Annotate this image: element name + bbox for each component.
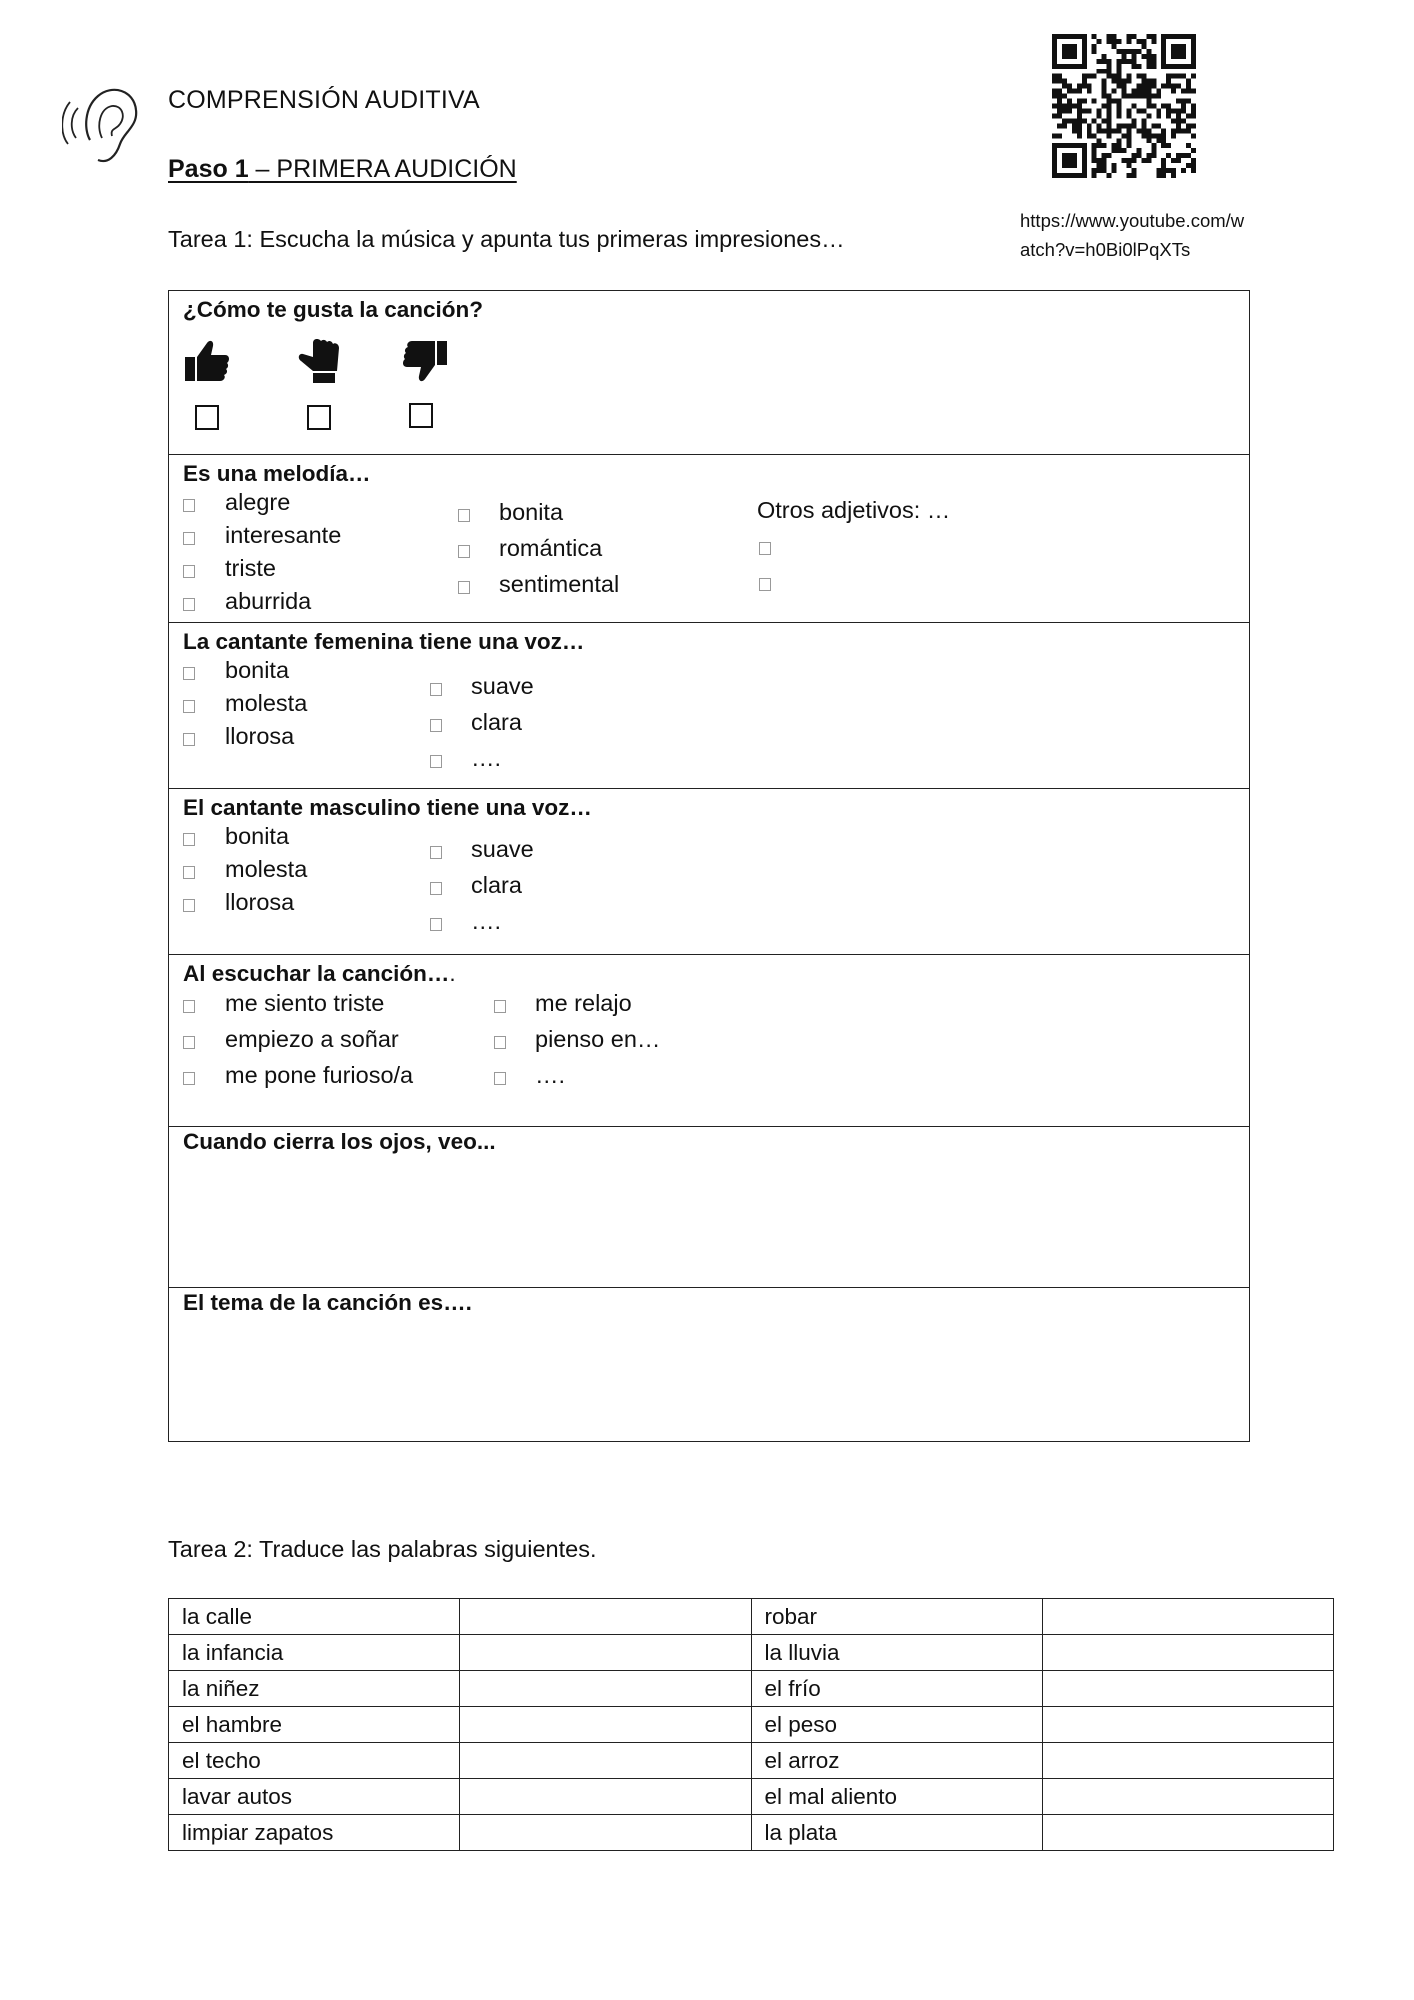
thumb-sideways-icon — [293, 337, 341, 385]
translation-cell[interactable] — [460, 1815, 751, 1851]
listening-option: …. — [535, 1062, 566, 1088]
female-voice-checkbox[interactable] — [430, 719, 442, 732]
word-cell: robar — [751, 1599, 1042, 1635]
task1-instruction: Tarea 1: Escucha la música y apunta tus primeras impresiones… — [168, 226, 845, 252]
vocabulary-table — [168, 1598, 1334, 1851]
step-label: Paso 1 — [168, 155, 249, 183]
male-voice-section — [169, 789, 1249, 955]
word-cell: la lluvia — [751, 1635, 1042, 1671]
page-title: COMPRENSIÓN AUDITIVA — [168, 86, 480, 114]
melody-checkbox[interactable] — [458, 509, 470, 522]
listening-option: me pone furioso/a — [225, 1062, 414, 1088]
melody-section — [169, 455, 1249, 623]
translation-cell[interactable] — [1042, 1779, 1333, 1815]
word-cell: el peso — [751, 1707, 1042, 1743]
melody-option: triste — [225, 555, 276, 581]
listening-checkbox[interactable] — [494, 1036, 506, 1049]
table-row — [169, 1815, 1334, 1851]
male-voice-checkbox[interactable] — [183, 833, 195, 846]
word-cell: el frío — [751, 1671, 1042, 1707]
female-voice-option: llorosa — [225, 723, 295, 749]
melody-checkbox[interactable] — [183, 565, 195, 578]
male-voice-option: clara — [471, 872, 522, 898]
female-voice-checkbox[interactable] — [430, 683, 442, 696]
translation-cell[interactable] — [460, 1599, 751, 1635]
thumbs-down-icon — [401, 337, 449, 385]
translation-cell[interactable] — [460, 1743, 751, 1779]
word-cell: limpiar zapatos — [169, 1815, 460, 1851]
task2-instruction: Tarea 2: Traduce las palabras siguientes. — [168, 1536, 597, 1562]
qr-code — [1052, 34, 1196, 178]
melody-option: interesante — [225, 522, 342, 548]
impressions-form — [168, 290, 1250, 1442]
melody-checkbox[interactable] — [183, 499, 195, 512]
melody-option: romántica — [499, 535, 603, 561]
female-voice-option: …. — [471, 745, 502, 771]
female-voice-option: molesta — [225, 690, 308, 716]
listening-title-text: Al escuchar la canción… — [183, 961, 450, 986]
melody-option: sentimental — [499, 571, 620, 597]
male-voice-option: bonita — [225, 823, 290, 849]
step-heading — [168, 155, 517, 184]
table-row — [169, 1599, 1334, 1635]
melody-checkbox[interactable] — [458, 581, 470, 594]
translation-cell[interactable] — [460, 1635, 751, 1671]
step-name: – PRIMERA AUDICIÓN — [248, 155, 517, 183]
translation-cell[interactable] — [1042, 1635, 1333, 1671]
male-voice-option: molesta — [225, 856, 308, 882]
table-row — [169, 1743, 1334, 1779]
eyes-section[interactable] — [169, 1127, 1249, 1288]
word-cell: el hambre — [169, 1707, 460, 1743]
male-voice-title: El cantante masculino tiene una voz… — [183, 795, 592, 820]
translation-cell[interactable] — [1042, 1707, 1333, 1743]
word-cell: la infancia — [169, 1635, 460, 1671]
translation-cell[interactable] — [1042, 1671, 1333, 1707]
word-cell: lavar autos — [169, 1779, 460, 1815]
female-voice-checkbox[interactable] — [183, 733, 195, 746]
listening-title-suffix: . — [449, 961, 456, 986]
translation-cell[interactable] — [460, 1671, 751, 1707]
rating-section — [169, 291, 1249, 455]
female-voice-section — [169, 623, 1249, 789]
table-row — [169, 1671, 1334, 1707]
video-url[interactable]: https://www.youtube.com/watch?v=h0Bi0lPqXTs — [1020, 210, 1245, 260]
listening-option: pienso en… — [535, 1026, 661, 1052]
listening-checkbox[interactable] — [183, 1036, 195, 1049]
translation-cell[interactable] — [1042, 1599, 1333, 1635]
translation-cell[interactable] — [460, 1779, 751, 1815]
listening-checkbox[interactable] — [183, 1072, 195, 1085]
eyes-title: Cuando cierra los ojos, veo... — [183, 1129, 496, 1154]
rating-neutral-checkbox[interactable] — [307, 405, 331, 430]
female-voice-checkbox[interactable] — [183, 700, 195, 713]
male-voice-option: suave — [471, 836, 534, 862]
female-voice-option: suave — [471, 673, 534, 699]
word-cell: el techo — [169, 1743, 460, 1779]
translation-cell[interactable] — [460, 1707, 751, 1743]
melody-checkbox[interactable] — [183, 598, 195, 611]
rating-title: ¿Cómo te gusta la canción? — [183, 297, 484, 322]
translation-cell[interactable] — [1042, 1815, 1333, 1851]
female-voice-checkbox[interactable] — [183, 667, 195, 680]
melody-option: bonita — [499, 499, 564, 525]
listening-checkbox[interactable] — [183, 1000, 195, 1013]
male-voice-checkbox[interactable] — [183, 866, 195, 879]
female-voice-checkbox[interactable] — [430, 755, 442, 768]
female-voice-option: clara — [471, 709, 522, 735]
theme-title: El tema de la canción es…. — [183, 1290, 472, 1315]
table-row — [169, 1779, 1334, 1815]
rating-dislike-checkbox[interactable] — [409, 403, 433, 428]
listening-option: empiezo a soñar — [225, 1026, 399, 1052]
listening-option: me siento triste — [225, 990, 385, 1016]
word-cell: la calle — [169, 1599, 460, 1635]
theme-section[interactable] — [169, 1288, 1249, 1440]
ear-icon — [62, 78, 142, 170]
female-voice-title: La cantante femenina tiene una voz… — [183, 629, 585, 654]
melody-option: alegre — [225, 489, 291, 515]
melody-checkbox[interactable] — [183, 532, 195, 545]
male-voice-checkbox[interactable] — [430, 882, 442, 895]
listening-section — [169, 955, 1249, 1127]
male-voice-checkbox[interactable] — [430, 846, 442, 859]
melody-option: aburrida — [225, 588, 312, 614]
translation-cell[interactable] — [1042, 1743, 1333, 1779]
male-voice-checkbox[interactable] — [183, 899, 195, 912]
melody-title: Es una melodía… — [183, 461, 371, 486]
other-adjective-checkbox[interactable] — [759, 542, 771, 555]
word-cell: el arroz — [751, 1743, 1042, 1779]
rating-like-checkbox[interactable] — [195, 405, 219, 430]
word-cell: la plata — [751, 1815, 1042, 1851]
male-voice-checkbox[interactable] — [430, 918, 442, 931]
male-voice-option: llorosa — [225, 889, 295, 915]
word-cell: el mal aliento — [751, 1779, 1042, 1815]
table-row — [169, 1635, 1334, 1671]
other-adjectives-label: Otros adjetivos: … — [757, 497, 951, 523]
listening-title — [183, 961, 456, 987]
thumbs-up-icon — [183, 337, 231, 385]
listening-option: me relajo — [535, 990, 632, 1016]
table-row — [169, 1707, 1334, 1743]
melody-checkbox[interactable] — [458, 545, 470, 558]
listening-checkbox[interactable] — [494, 1072, 506, 1085]
word-cell: la niñez — [169, 1671, 460, 1707]
male-voice-option: …. — [471, 908, 502, 934]
female-voice-option: bonita — [225, 657, 290, 683]
listening-checkbox[interactable] — [494, 1000, 506, 1013]
other-adjective-checkbox[interactable] — [759, 578, 771, 591]
